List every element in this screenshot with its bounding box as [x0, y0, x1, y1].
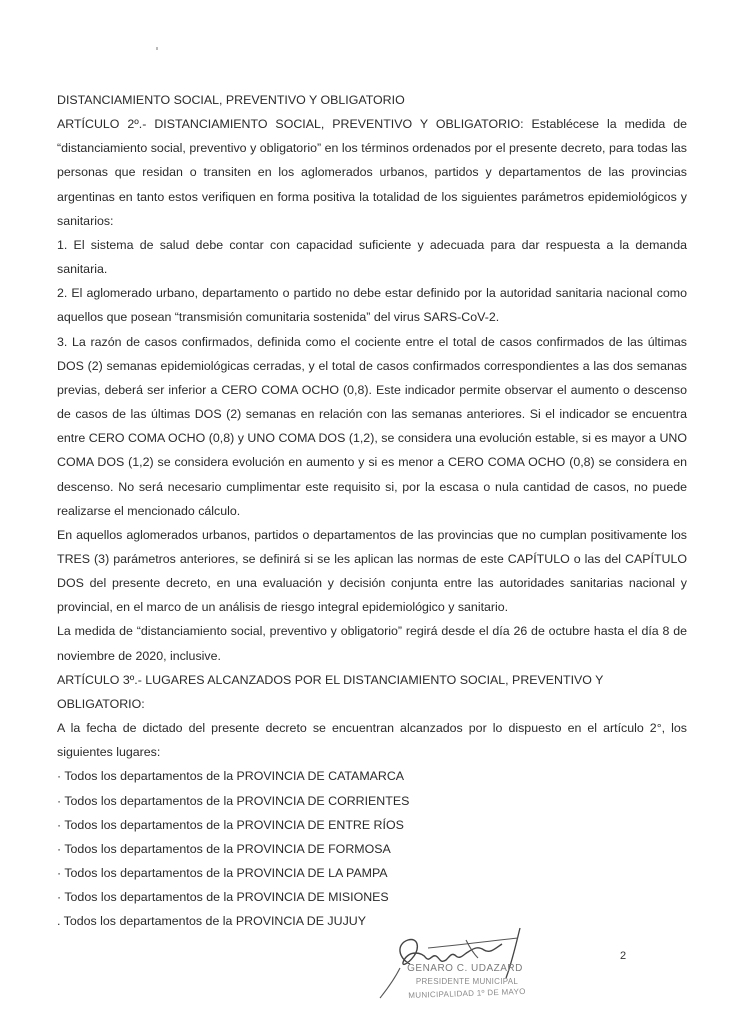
document-body [57, 88, 687, 933]
place-item: · Todos los departamentos de la PROVINCIA DE FORMOSA [57, 841, 391, 856]
article-2-paragraph-3: La medida de “distanciamiento social, preventivo y obligatorio” regirá desde el día 26 de octubre hasta el día 8 de noviembre de 2020, inclusive. [57, 624, 687, 663]
place-item: . Todos los departamentos de la PROVINCIA DE JUJUY [57, 914, 366, 929]
page-number: 2 [620, 950, 627, 962]
signature-municipality: MUNICIPALIDAD 1º DE MAYO [408, 986, 526, 1001]
place-item: · Todos los departamentos de la PROVINCIA DE LA PAMPA [57, 866, 388, 880]
article-3-heading: ARTÍCULO 3º.- LUGARES ALCANZADOS POR EL DISTANCIAMIENTO SOCIAL, PREVENTIVO Y OBLIGATORIO: [57, 672, 604, 711]
document-heading: DISTANCIAMIENTO SOCIAL, PREVENTIVO Y OBLIGATORIO [57, 93, 405, 107]
article-2-paragraph-2: En aquellos aglomerados urbanos, partidos o departamentos de las provincias que no cumplan positivamente los TRES (3) parámetros anteriores, se definirá si se les aplican las normas de este CAPÍTULO o las del CAPÍTULO DOS del presente decreto, en una evaluación y decisión conjunta entre las autoridades sanitarias nacional y provincial, en el marco de un análisis de riesgo integral epidemiológico y sanitario. [57, 527, 687, 615]
article-3-intro: A la fecha de dictado del presente decreto se encuentran alcanzados por lo dispuesto en el artículo 2°, los siguientes lugares: [57, 721, 687, 760]
place-item: · Todos los departamentos de la PROVINCIA DE CORRIENTES [57, 793, 410, 808]
place-item: · Todos los departamentos de la PROVINCIA DE MISIONES [57, 890, 389, 905]
scan-speck [156, 47, 158, 50]
article-2-item-3: 3. La razón de casos confirmados, definida como el cociente entre el total de casos confirmados de las últimas DOS (2) semanas epidemiológicas cerradas, y el total de casos confirmados correspondientes a las dos semanas previas, deberá ser inferior a CERO COMA OCHO (0,8). Este indicador permite observar el aumento o descenso de casos de las últimas DOS (2) semanas en relación con las semanas anteriores. Si el indicador se encuentra entre CERO COMA OCHO (0,8) y UNO COMA DOS (1,2), se considera una evolución estable, si es mayor a UNO COMA DOS (1,2) se considera evolución en aumento y si es menor a CERO COMA OCHO (0,8) se considera en descenso. No será necesario cumplimentar este requisito si, por la escasa o nula cantidad de casos, no puede realizarse el mencionado cálculo. [57, 334, 687, 518]
signature-name: GENARO C. UDAZARD [407, 963, 523, 974]
article-2-item-2: 2. El aglomerado urbano, departamento o partido no debe estar definido por la autoridad sanitaria nacional como aquellos que posean “transmisión comunitaria sostenida” del virus SARS-CoV-2. [57, 286, 687, 325]
signature-stamp [370, 918, 540, 1004]
place-item: · Todos los departamentos de la PROVINCIA DE ENTRE RÍOS [57, 817, 404, 832]
article-2-item-1: 1. El sistema de salud debe contar con capacidad suficiente y adecuada para dar respuesta a la demanda sanitaria. [57, 237, 687, 277]
place-item: · Todos los departamentos de la PROVINCIA DE CATAMARCA [57, 769, 405, 784]
signature-role: PRESIDENTE MUNICIPAL [415, 977, 519, 986]
article-2-paragraph: ARTÍCULO 2º.- DISTANCIAMIENTO SOCIAL, PREVENTIVO Y OBLIGATORIO: Establécese la medida de “distanciamiento social, preventivo y obligatorio” en los términos ordenados por el presente decreto, para todas las personas que residan o transiten en los aglomerados urbanos, partidos y departamentos de las provincias argentinas en tanto estos verifiquen en forma positiva la totalidad de los siguientes parámetros epidemiológicos y sanitarios: [57, 117, 687, 228]
